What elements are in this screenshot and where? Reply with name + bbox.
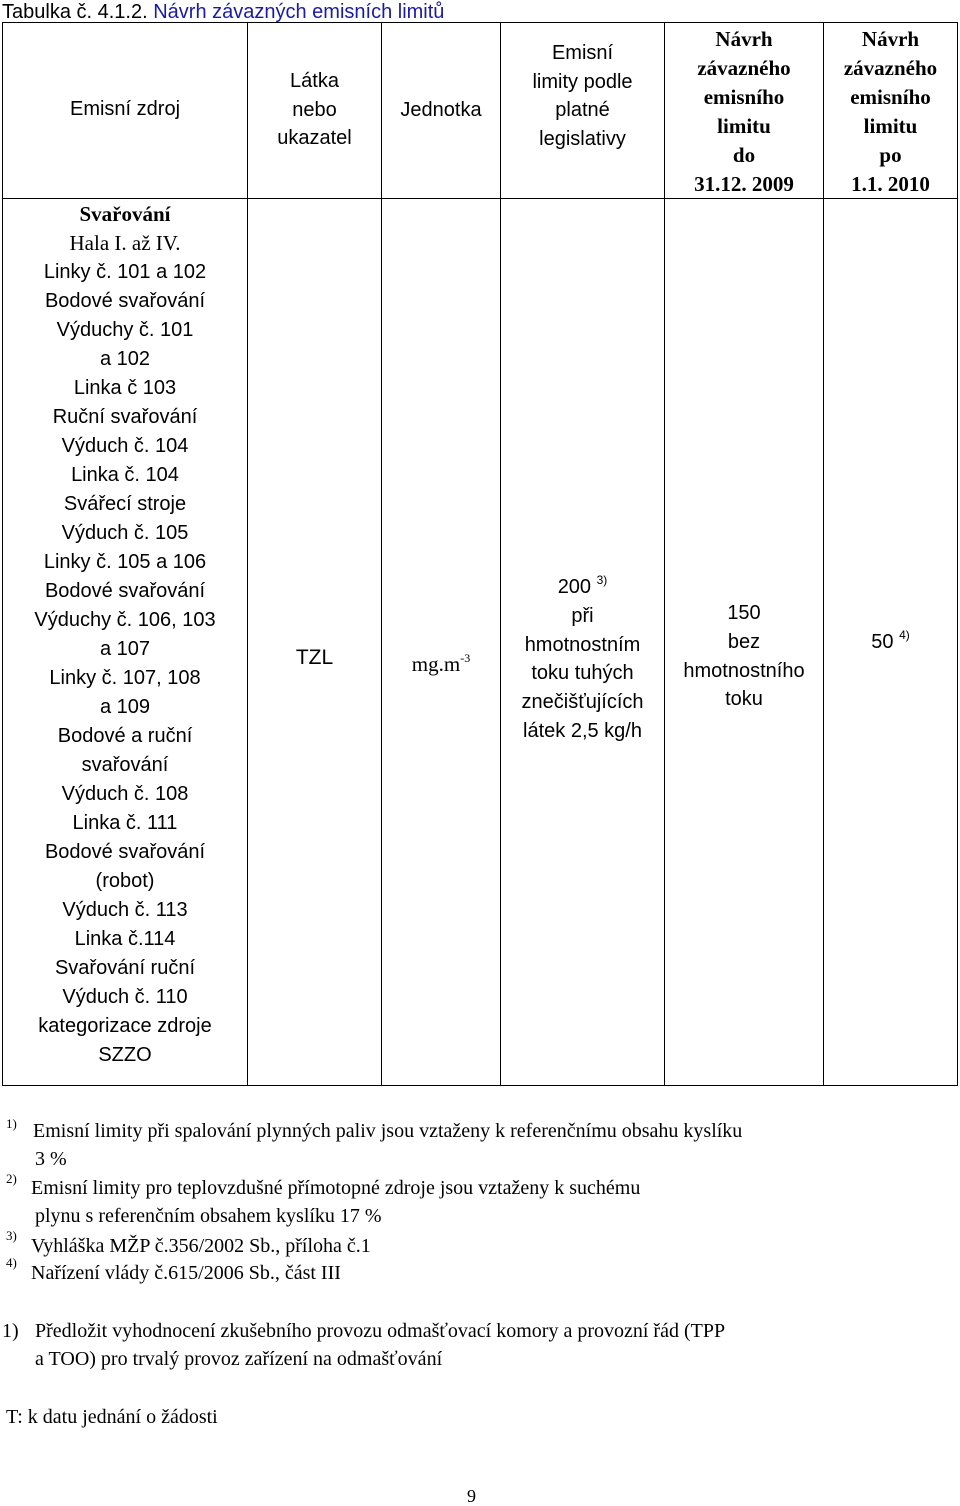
header-proposal-line: 1.1. 2010 [851, 172, 930, 196]
legislation-text-line: znečišťujících [521, 691, 644, 714]
emission-source-line: Výduchy č. 101 [56, 319, 194, 341]
header-unit [382, 23, 500, 198]
deadline-text: T: k datu jednání o žádosti [6, 1406, 218, 1428]
emission-source-line: Ruční svařování [52, 406, 198, 428]
emission-source-line: Svařování [79, 202, 171, 226]
header-legislation [501, 23, 664, 198]
proposal-from-cell [824, 628, 957, 657]
header-proposal-line: závazného [843, 56, 938, 80]
proposal-from-footnote-mark: 4) [899, 628, 910, 642]
footnote-3-text: Vyhláška MŽP č.356/2002 Sb., příloha č.1 [31, 1235, 371, 1257]
emission-source-line: Hala I. až IV. [69, 231, 181, 255]
header-source-label: Emisní zdroj [69, 98, 181, 120]
emission-source-line: Bodové svařování [44, 290, 206, 312]
legislation-value: 200 [557, 576, 592, 598]
proposal-until-line: toku [725, 688, 763, 711]
emission-source-line: Svářecí stroje [63, 493, 187, 515]
emission-source-line: Bodové svařování [44, 841, 206, 863]
emission-limits-table [2, 22, 958, 1086]
proposal-until-cell [665, 599, 823, 714]
legislation-text-line: hmotnostním [524, 633, 641, 656]
header-proposal-line: limitu [717, 114, 771, 138]
emission-source-line: Výduch č. 108 [61, 783, 189, 805]
requirement-number: 1) [2, 1320, 19, 1342]
header-proposal-line: emisního [703, 85, 785, 109]
unit-base: mg.m [411, 652, 461, 676]
emission-source-line: Bodové svařování [44, 580, 206, 602]
proposal-until-line: bez [727, 630, 761, 653]
emission-source-line: Linka č. 104 [71, 464, 179, 486]
emission-source-line: Výduch č. 110 [62, 986, 188, 1008]
header-substance-line: Látka [290, 70, 339, 92]
header-legislation-line: Emisní [551, 42, 614, 64]
emission-source-cell [3, 200, 247, 1070]
footnote-1-mark: 1) [6, 1116, 17, 1131]
header-legislation-line: limity podle [532, 70, 633, 93]
emission-source-line: Linka č 103 [73, 377, 177, 399]
header-proposal-until [665, 23, 823, 198]
header-proposal-from [824, 23, 957, 198]
header-substance-line: ukazatel [277, 127, 352, 150]
emission-source-line: a 107 [99, 638, 151, 660]
header-proposal-line: do [732, 143, 756, 167]
proposal-until-line: hmotnostního [683, 659, 805, 682]
footnote-1-text-cont: 3 % [35, 1148, 67, 1170]
unit-exponent: -3 [460, 651, 471, 665]
emission-source-line: Výduch č. 105 [61, 522, 189, 544]
substance-value: TZL [295, 646, 334, 669]
header-proposal-line: Návrh [715, 27, 773, 51]
header-substance [248, 23, 381, 198]
emission-source-line: Výduch č. 104 [61, 435, 189, 457]
emission-source-line: Svařování ruční [54, 957, 196, 979]
requirement-text: Předložit vyhodnocení zkušebního provozu odmašťovací komory a provozní řád (TPP [35, 1320, 726, 1342]
header-proposal-line: emisního [850, 85, 931, 109]
emission-source-line: svařování [81, 754, 169, 776]
header-proposal-line: 31.12. 2009 [694, 172, 794, 196]
emission-source-line: Linky č. 107, 108 [49, 667, 201, 689]
footnote-2-text: Emisní limity pro teplovzdušné přímotopné zdroje jsou vztaženy k suchému [31, 1177, 641, 1199]
header-proposal-line: závazného [697, 56, 791, 80]
proposal-from-value: 50 [871, 631, 894, 653]
emission-source-line: kategorizace zdroje [38, 1015, 212, 1037]
unit-cell [382, 650, 500, 679]
emission-source-line: Linka č.114 [74, 928, 176, 950]
emission-source-line: Linky č. 105 a 106 [43, 551, 207, 573]
requirement-text-cont: a TOO) pro trvalý provoz zařízení na odmašťování [35, 1348, 443, 1370]
proposal-until-line: 150 [727, 602, 761, 624]
header-proposal-line: po [879, 143, 902, 167]
emission-source-line: Bodové a ruční [57, 725, 193, 747]
emission-source-line: Výduchy č. 106, 103 [34, 609, 216, 631]
table-caption [2, 0, 444, 24]
footnote-3-mark: 3) [6, 1228, 17, 1243]
header-legislation-line: platné [555, 99, 610, 122]
legislation-text-line: toku tuhých [531, 662, 634, 685]
legislation-text-line: látek 2,5 kg/h [523, 719, 642, 742]
caption-prefix: Tabulka č. 4.1.2. [2, 1, 148, 23]
header-unit-label: Jednotka [400, 99, 482, 121]
footnote-2-mark: 2) [6, 1171, 17, 1186]
legislation-text-line: při [571, 604, 594, 627]
emission-source-line: Výduch č. 113 [62, 899, 188, 921]
caption-title: Návrh závazných emisních limitů [153, 1, 445, 23]
emission-source-line: (robot) [95, 870, 155, 892]
footnote-4-mark: 4) [6, 1255, 17, 1270]
legislation-footnote-mark: 3) [596, 573, 608, 587]
header-legislation-line: legislativy [539, 128, 626, 151]
header-proposal-line: limitu [863, 114, 918, 138]
substance-cell [248, 643, 381, 672]
emission-source-line: a 109 [99, 696, 151, 718]
emission-source-line: SZZO [98, 1044, 152, 1066]
emission-source-line: a 102 [99, 348, 151, 370]
header-source [3, 23, 247, 198]
header-substance-line: nebo [292, 98, 337, 121]
page-number: 9 [467, 1486, 476, 1506]
footnote-4-text: Nařízení vlády č.615/2006 Sb., část III [31, 1262, 341, 1284]
legislation-cell [501, 573, 664, 746]
footnote-2-text-cont: plynu s referenčním obsahem kyslíku 17 % [35, 1205, 382, 1227]
header-proposal-line: Návrh [861, 27, 920, 51]
emission-source-line: Linky č. 101 a 102 [43, 261, 207, 283]
emission-source-line: Linka č. 111 [72, 812, 178, 834]
footnote-1-text: Emisní limity při spalování plynných paliv jsou vztaženy k referenčnímu obsahu kyslíku [33, 1120, 743, 1142]
